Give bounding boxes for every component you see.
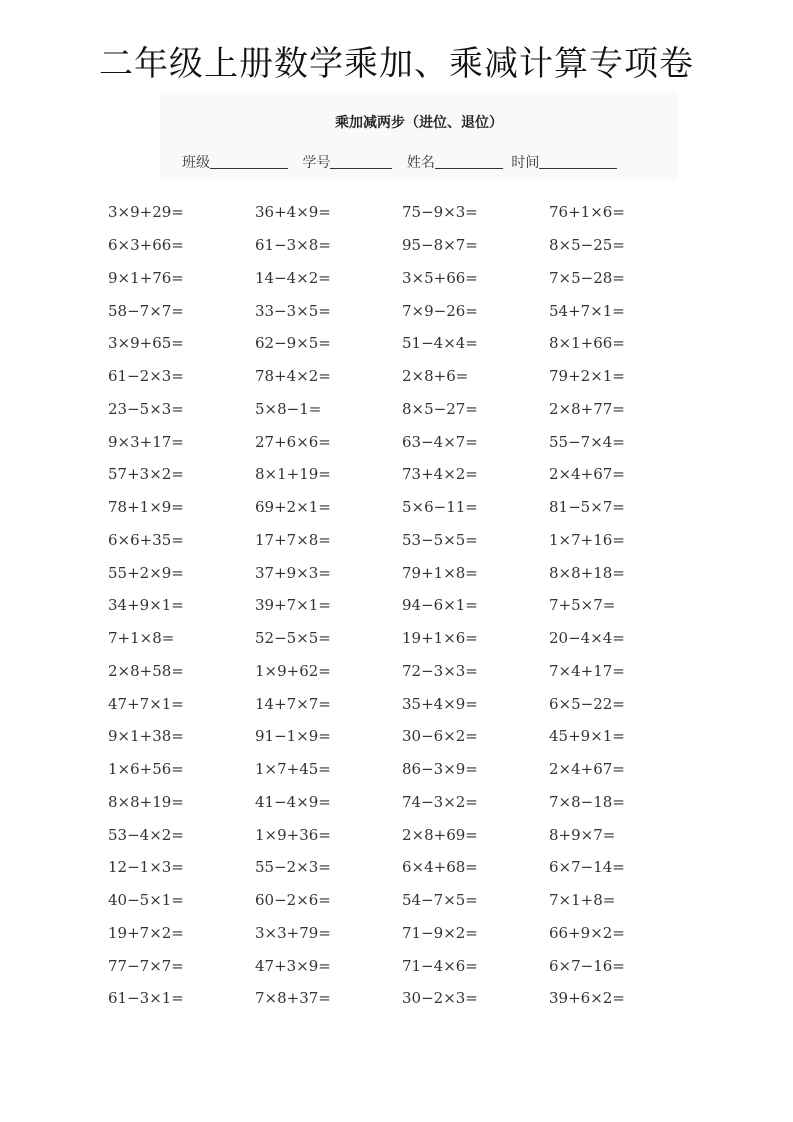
math-problem: 3×5+66=: [402, 268, 478, 287]
problem-row: [108, 982, 696, 1015]
math-problem: 3×3+79=: [255, 923, 331, 942]
math-problem: 36+4×9=: [255, 203, 331, 222]
math-problem: 3×9+29=: [108, 203, 184, 222]
math-problem: 71−9×2=: [402, 923, 478, 942]
math-problem: 23−5×3=: [108, 399, 184, 418]
math-problem: 2×8+69=: [402, 825, 478, 844]
problem-row: [108, 425, 696, 458]
math-problem: 51−4×4=: [402, 334, 478, 353]
math-problem: 7×1+8=: [549, 891, 616, 910]
math-problem: 6×4+68=: [402, 858, 478, 877]
math-problem: 55−7×4=: [549, 432, 625, 451]
math-problem: 86−3×9=: [402, 760, 478, 779]
problem-row: [108, 196, 696, 229]
math-problem: 8×5−25=: [549, 236, 625, 255]
math-problem: 54+7×1=: [549, 301, 625, 320]
math-problem: 52−5×5=: [255, 629, 331, 648]
math-problem: 1×9+36=: [255, 825, 331, 844]
math-problem: 72−3×3=: [402, 661, 478, 680]
problem-grid: [108, 196, 696, 1015]
problem-row: [108, 753, 696, 786]
problem-row: [108, 556, 696, 589]
math-problem: 2×4+67=: [549, 465, 625, 484]
class-blank: [210, 154, 288, 169]
problem-row: [108, 720, 696, 753]
math-problem: 2×8+77=: [549, 399, 625, 418]
problem-row: [108, 917, 696, 950]
math-problem: 7×8+37=: [255, 989, 331, 1008]
math-problem: 3×9+65=: [108, 334, 184, 353]
math-problem: 7+5×7=: [549, 596, 616, 615]
problem-row: [108, 687, 696, 720]
math-problem: 47+7×1=: [108, 694, 184, 713]
student-number-blank: [330, 154, 392, 169]
math-problem: 1×7+45=: [255, 760, 331, 779]
math-problem: 7+1×8=: [108, 629, 175, 648]
math-problem: 8×5−27=: [402, 399, 478, 418]
problem-row: [108, 655, 696, 688]
math-problem: 75−9×3=: [402, 203, 478, 222]
math-problem: 41−4×9=: [255, 792, 331, 811]
math-problem: 8+9×7=: [549, 825, 616, 844]
math-problem: 53−4×2=: [108, 825, 184, 844]
math-problem: 8×1+19=: [255, 465, 331, 484]
math-problem: 7×4+17=: [549, 661, 625, 680]
problem-row: [108, 949, 696, 982]
worksheet-subtitle: 乘加减两步（进位、退位）: [335, 115, 503, 131]
math-problem: 58−7×7=: [108, 301, 184, 320]
math-problem: 27+6×6=: [255, 432, 331, 451]
math-problem: 20−4×4=: [549, 629, 625, 648]
math-problem: 71−4×6=: [402, 956, 478, 975]
math-problem: 1×9+62=: [255, 661, 331, 680]
math-problem: 61−3×1=: [108, 989, 184, 1008]
math-problem: 74−3×2=: [402, 792, 478, 811]
math-problem: 6×5−22=: [549, 694, 625, 713]
math-problem: 54−7×5=: [402, 891, 478, 910]
math-problem: 19+7×2=: [108, 923, 184, 942]
math-problem: 7×5−28=: [549, 268, 625, 287]
math-problem: 33−3×5=: [255, 301, 331, 320]
math-problem: 76+1×6=: [549, 203, 625, 222]
math-problem: 30−2×3=: [402, 989, 478, 1008]
math-problem: 1×7+16=: [549, 530, 625, 549]
name-label: 姓名: [406, 155, 435, 171]
math-problem: 12−1×3=: [108, 858, 184, 877]
math-problem: 9×1+38=: [108, 727, 184, 746]
math-problem: 6×7−14=: [549, 858, 625, 877]
math-problem: 5×6−11=: [402, 498, 478, 517]
math-problem: 2×8+58=: [108, 661, 184, 680]
problem-row: [108, 458, 696, 491]
math-problem: 8×8+18=: [549, 563, 625, 582]
math-problem: 66+9×2=: [549, 923, 625, 942]
math-problem: 57+3×2=: [108, 465, 184, 484]
problem-row: [108, 262, 696, 295]
math-problem: 61−3×8=: [255, 236, 331, 255]
problem-row: [108, 589, 696, 622]
math-problem: 39+6×2=: [549, 989, 625, 1008]
worksheet-header: [160, 92, 678, 180]
problem-row: [108, 524, 696, 557]
math-problem: 7×8−18=: [549, 792, 625, 811]
math-problem: 63−4×7=: [402, 432, 478, 451]
math-problem: 35+4×9=: [402, 694, 478, 713]
math-problem: 55−2×3=: [255, 858, 331, 877]
math-problem: 8×8+19=: [108, 792, 184, 811]
problem-row: [108, 622, 696, 655]
student-info-fields: [182, 152, 627, 172]
math-problem: 79+1×8=: [402, 563, 478, 582]
math-problem: 78+4×2=: [255, 367, 331, 386]
math-problem: 8×1+66=: [549, 334, 625, 353]
math-problem: 62−9×5=: [255, 334, 331, 353]
problem-row: [108, 360, 696, 393]
problem-row: [108, 884, 696, 917]
math-problem: 39+7×1=: [255, 596, 331, 615]
math-problem: 37+9×3=: [255, 563, 331, 582]
math-problem: 91−1×9=: [255, 727, 331, 746]
math-problem: 9×1+76=: [108, 268, 184, 287]
math-problem: 40−5×1=: [108, 891, 184, 910]
math-problem: 6×7−16=: [549, 956, 625, 975]
problem-row: [108, 851, 696, 884]
math-problem: 60−2×6=: [255, 891, 331, 910]
math-problem: 6×3+66=: [108, 236, 184, 255]
math-problem: 94−6×1=: [402, 596, 478, 615]
problem-row: [108, 491, 696, 524]
math-problem: 7×9−26=: [402, 301, 478, 320]
problem-row: [108, 294, 696, 327]
math-problem: 1×6+56=: [108, 760, 184, 779]
math-problem: 45+9×1=: [549, 727, 625, 746]
problem-row: [108, 786, 696, 819]
math-problem: 78+1×9=: [108, 498, 184, 517]
math-problem: 69+2×1=: [255, 498, 331, 517]
math-problem: 77−7×7=: [108, 956, 184, 975]
student-number-label: 学号: [302, 155, 331, 171]
math-problem: 53−5×5=: [402, 530, 478, 549]
math-problem: 81−5×7=: [549, 498, 625, 517]
page-title: 二年级上册数学乘加、乘减计算专项卷: [99, 44, 694, 84]
math-problem: 55+2×9=: [108, 563, 184, 582]
math-problem: 14+7×7=: [255, 694, 331, 713]
time-blank: [539, 154, 617, 169]
math-problem: 34+9×1=: [108, 596, 184, 615]
math-problem: 79+2×1=: [549, 367, 625, 386]
time-label: 时间: [511, 155, 540, 171]
math-problem: 14−4×2=: [255, 268, 331, 287]
math-problem: 30−6×2=: [402, 727, 478, 746]
math-problem: 2×8+6=: [402, 367, 469, 386]
math-problem: 5×8−1=: [255, 399, 322, 418]
math-problem: 95−8×7=: [402, 236, 478, 255]
problem-row: [108, 393, 696, 426]
math-problem: 73+4×2=: [402, 465, 478, 484]
math-problem: 17+7×8=: [255, 530, 331, 549]
name-blank: [435, 154, 503, 169]
problem-row: [108, 327, 696, 360]
problem-row: [108, 818, 696, 851]
math-problem: 9×3+17=: [108, 432, 184, 451]
math-problem: 47+3×9=: [255, 956, 331, 975]
math-problem: 19+1×6=: [402, 629, 478, 648]
math-problem: 6×6+35=: [108, 530, 184, 549]
math-problem: 61−2×3=: [108, 367, 184, 386]
problem-row: [108, 229, 696, 262]
math-problem: 2×4+67=: [549, 760, 625, 779]
class-label: 班级: [182, 155, 210, 171]
